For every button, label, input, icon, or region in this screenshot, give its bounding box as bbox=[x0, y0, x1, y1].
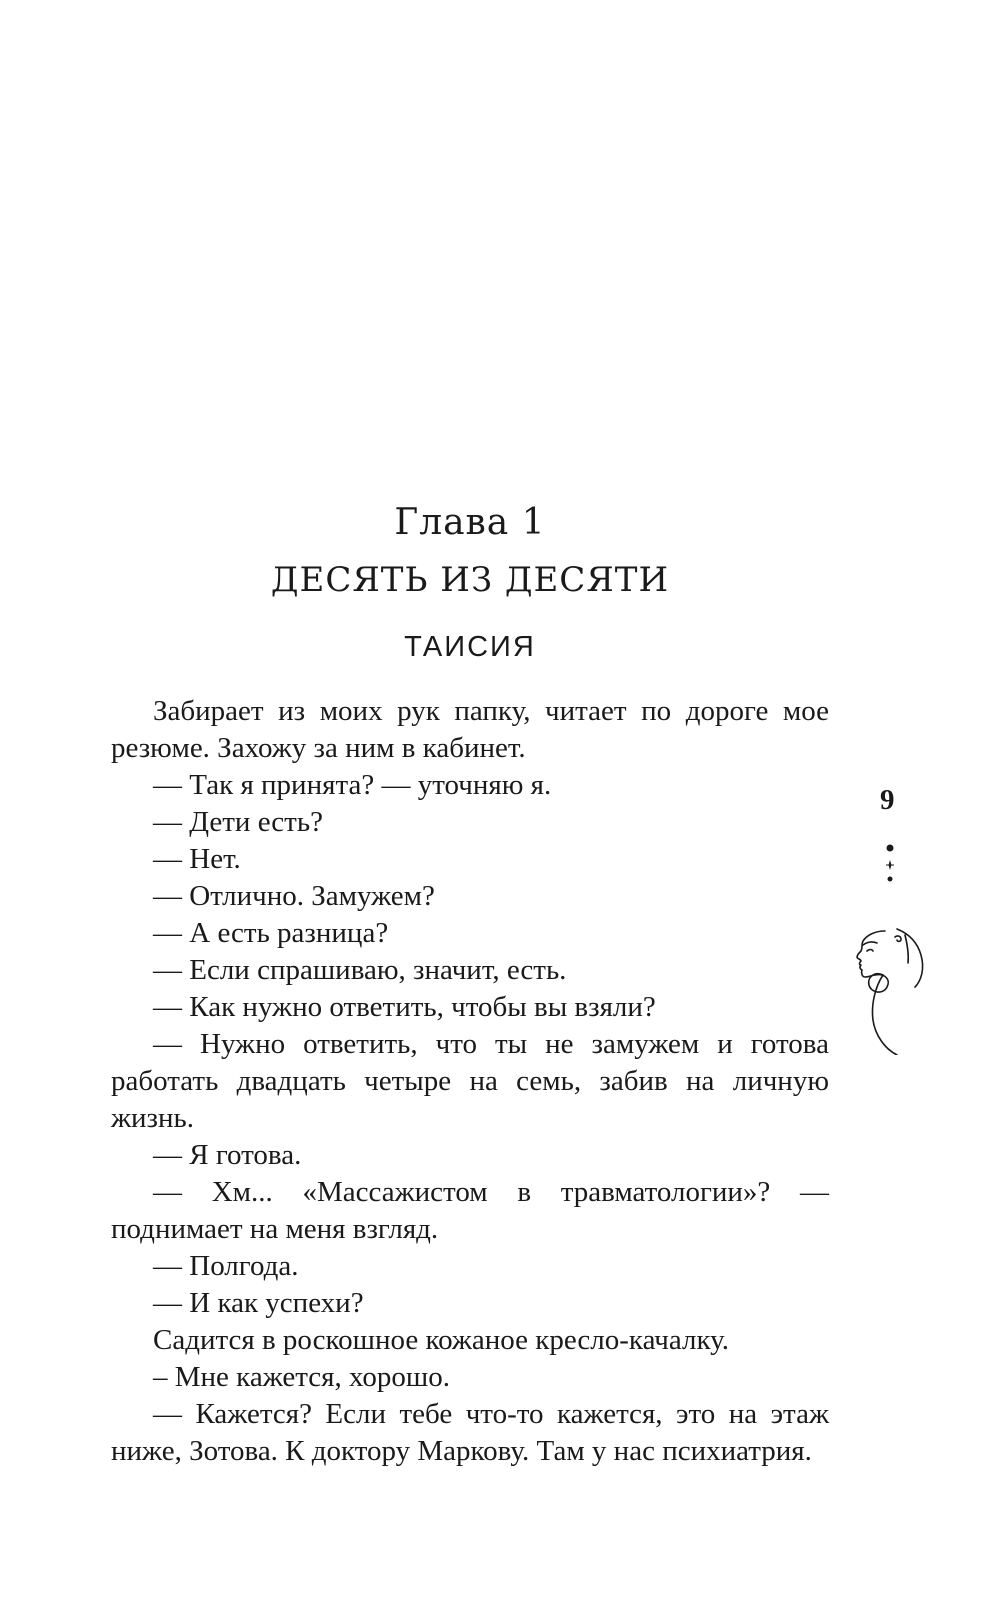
paragraph: — Нужно ответить, что ты не замужем и готова работать двадцать четыре на семь, забив на личную жизнь. bbox=[111, 1028, 829, 1134]
paragraph: Садится в роскошное кожаное кресло-качалку. bbox=[153, 1324, 730, 1356]
paragraph: — Кажется? Если тебе что-то кажется, это на этаж ниже, Зотова. К доктору Маркову. Там у нас психиатрия. bbox=[111, 1398, 829, 1467]
paragraph: — Если спрашиваю, значит, есть. bbox=[153, 954, 567, 986]
paragraph: — И как успехи? bbox=[153, 1287, 364, 1319]
ornament-dots-icon bbox=[880, 843, 900, 891]
paragraph: — Так я принята? — уточняю я. bbox=[153, 769, 552, 801]
chapter-subtitle: ДЕСЯТЬ ИЗ ДЕСЯТИ bbox=[270, 560, 670, 600]
chapter-title: Глава 1 bbox=[394, 502, 546, 543]
paragraph: — Отлично. Замужем? bbox=[153, 880, 435, 912]
paragraph: — Хм... «Массажистом в травматологии»? — поднимает на меня взгляд. bbox=[111, 1176, 829, 1245]
paragraph: Забирает из моих рук папку, читает по дороге мое резюме. Захожу за ним в кабинет. bbox=[111, 695, 829, 764]
paragraph: — Дети есть? bbox=[153, 806, 323, 838]
paragraph: – Мне кажется, хорошо. bbox=[153, 1361, 450, 1393]
paragraph: — Полгода. bbox=[153, 1250, 299, 1282]
page-number: 9 bbox=[880, 784, 895, 816]
paragraph: — Я готова. bbox=[153, 1139, 302, 1171]
chapter-body bbox=[111, 693, 829, 1470]
paragraph: — Как нужно ответить, чтобы вы взяли? bbox=[153, 991, 656, 1023]
face-line-art-icon bbox=[845, 925, 935, 1055]
paragraph: — А есть разница? bbox=[153, 917, 389, 949]
pov-character-name: ТАИСИЯ bbox=[404, 631, 536, 663]
paragraph: — Нет. bbox=[153, 843, 241, 875]
